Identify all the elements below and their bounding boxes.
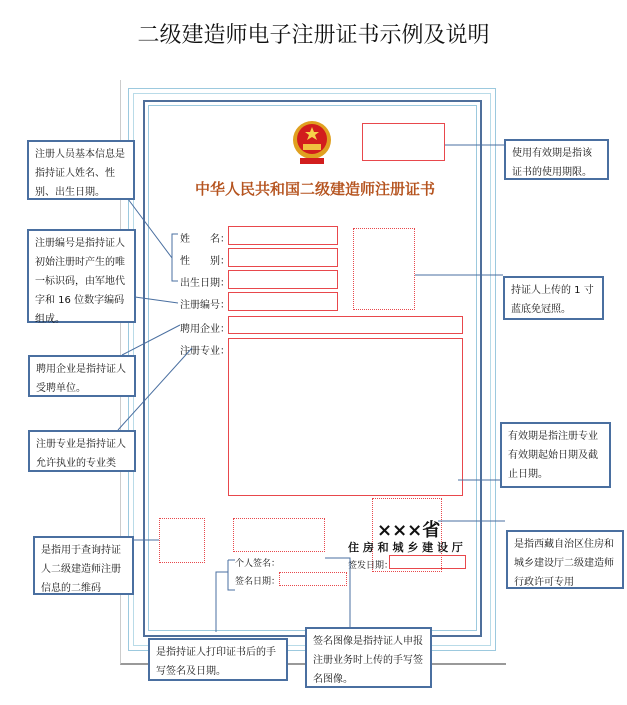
label-name: 姓 名： (180, 234, 230, 245)
label-gender: 性 别： (180, 256, 230, 267)
label-birth: 出生日期： (180, 278, 230, 289)
callout-specialty-validity: 有效期是指注册专业有效期起始日期及截止日期。 (500, 422, 611, 488)
label-signature-date: 签名日期： (235, 577, 281, 587)
certificate-title: 中华人民共和国二级建造师注册证书 (194, 180, 435, 198)
callout-photo: 持证人上传的 1 寸蓝底免冠照。 (503, 276, 604, 320)
callout-validity: 使用有效期是指该证书的使用期限。 (504, 139, 609, 180)
issuer-name: 住 房 和 城 乡 建 设 厅 (348, 541, 463, 554)
label-personal-signature: 个人签名： (235, 559, 281, 569)
callout-signature: 是指持证人打印证书后的手写签名及日期。 (148, 638, 288, 681)
callout-basic-info: 注册人员基本信息是指持证人姓名、性别、出生日期。 (27, 140, 135, 200)
label-issue-date: 签发日期： (348, 561, 394, 571)
callout-employer: 聘用企业是指持证人受聘单位。 (28, 355, 136, 397)
callout-reg-no: 注册编号是指持证人初始注册时产生的唯一标识码，由军地代字和 16 位数字编码组成。 (27, 229, 136, 323)
issuer-province: ×××省 (377, 520, 441, 541)
label-employer: 聘用企业： (180, 324, 230, 335)
callout-qr: 是指用于查询持证人二级建造师注册信息的二维码 (33, 536, 134, 595)
callout-specialty: 注册专业是指持证人允许执业的专业类 (28, 430, 136, 472)
label-specialty: 注册专业： (180, 346, 230, 357)
callout-seal: 是指西藏自治区住房和城乡建设厅二级建造师行政许可专用 (506, 530, 624, 589)
label-reg-no: 注册编号： (180, 300, 230, 311)
page-title: 二级建造师电子注册证书示例及说明 (137, 23, 490, 48)
callout-signature-image: 签名图像是指持证人申报注册业务时上传的手写签名图像。 (305, 627, 432, 688)
